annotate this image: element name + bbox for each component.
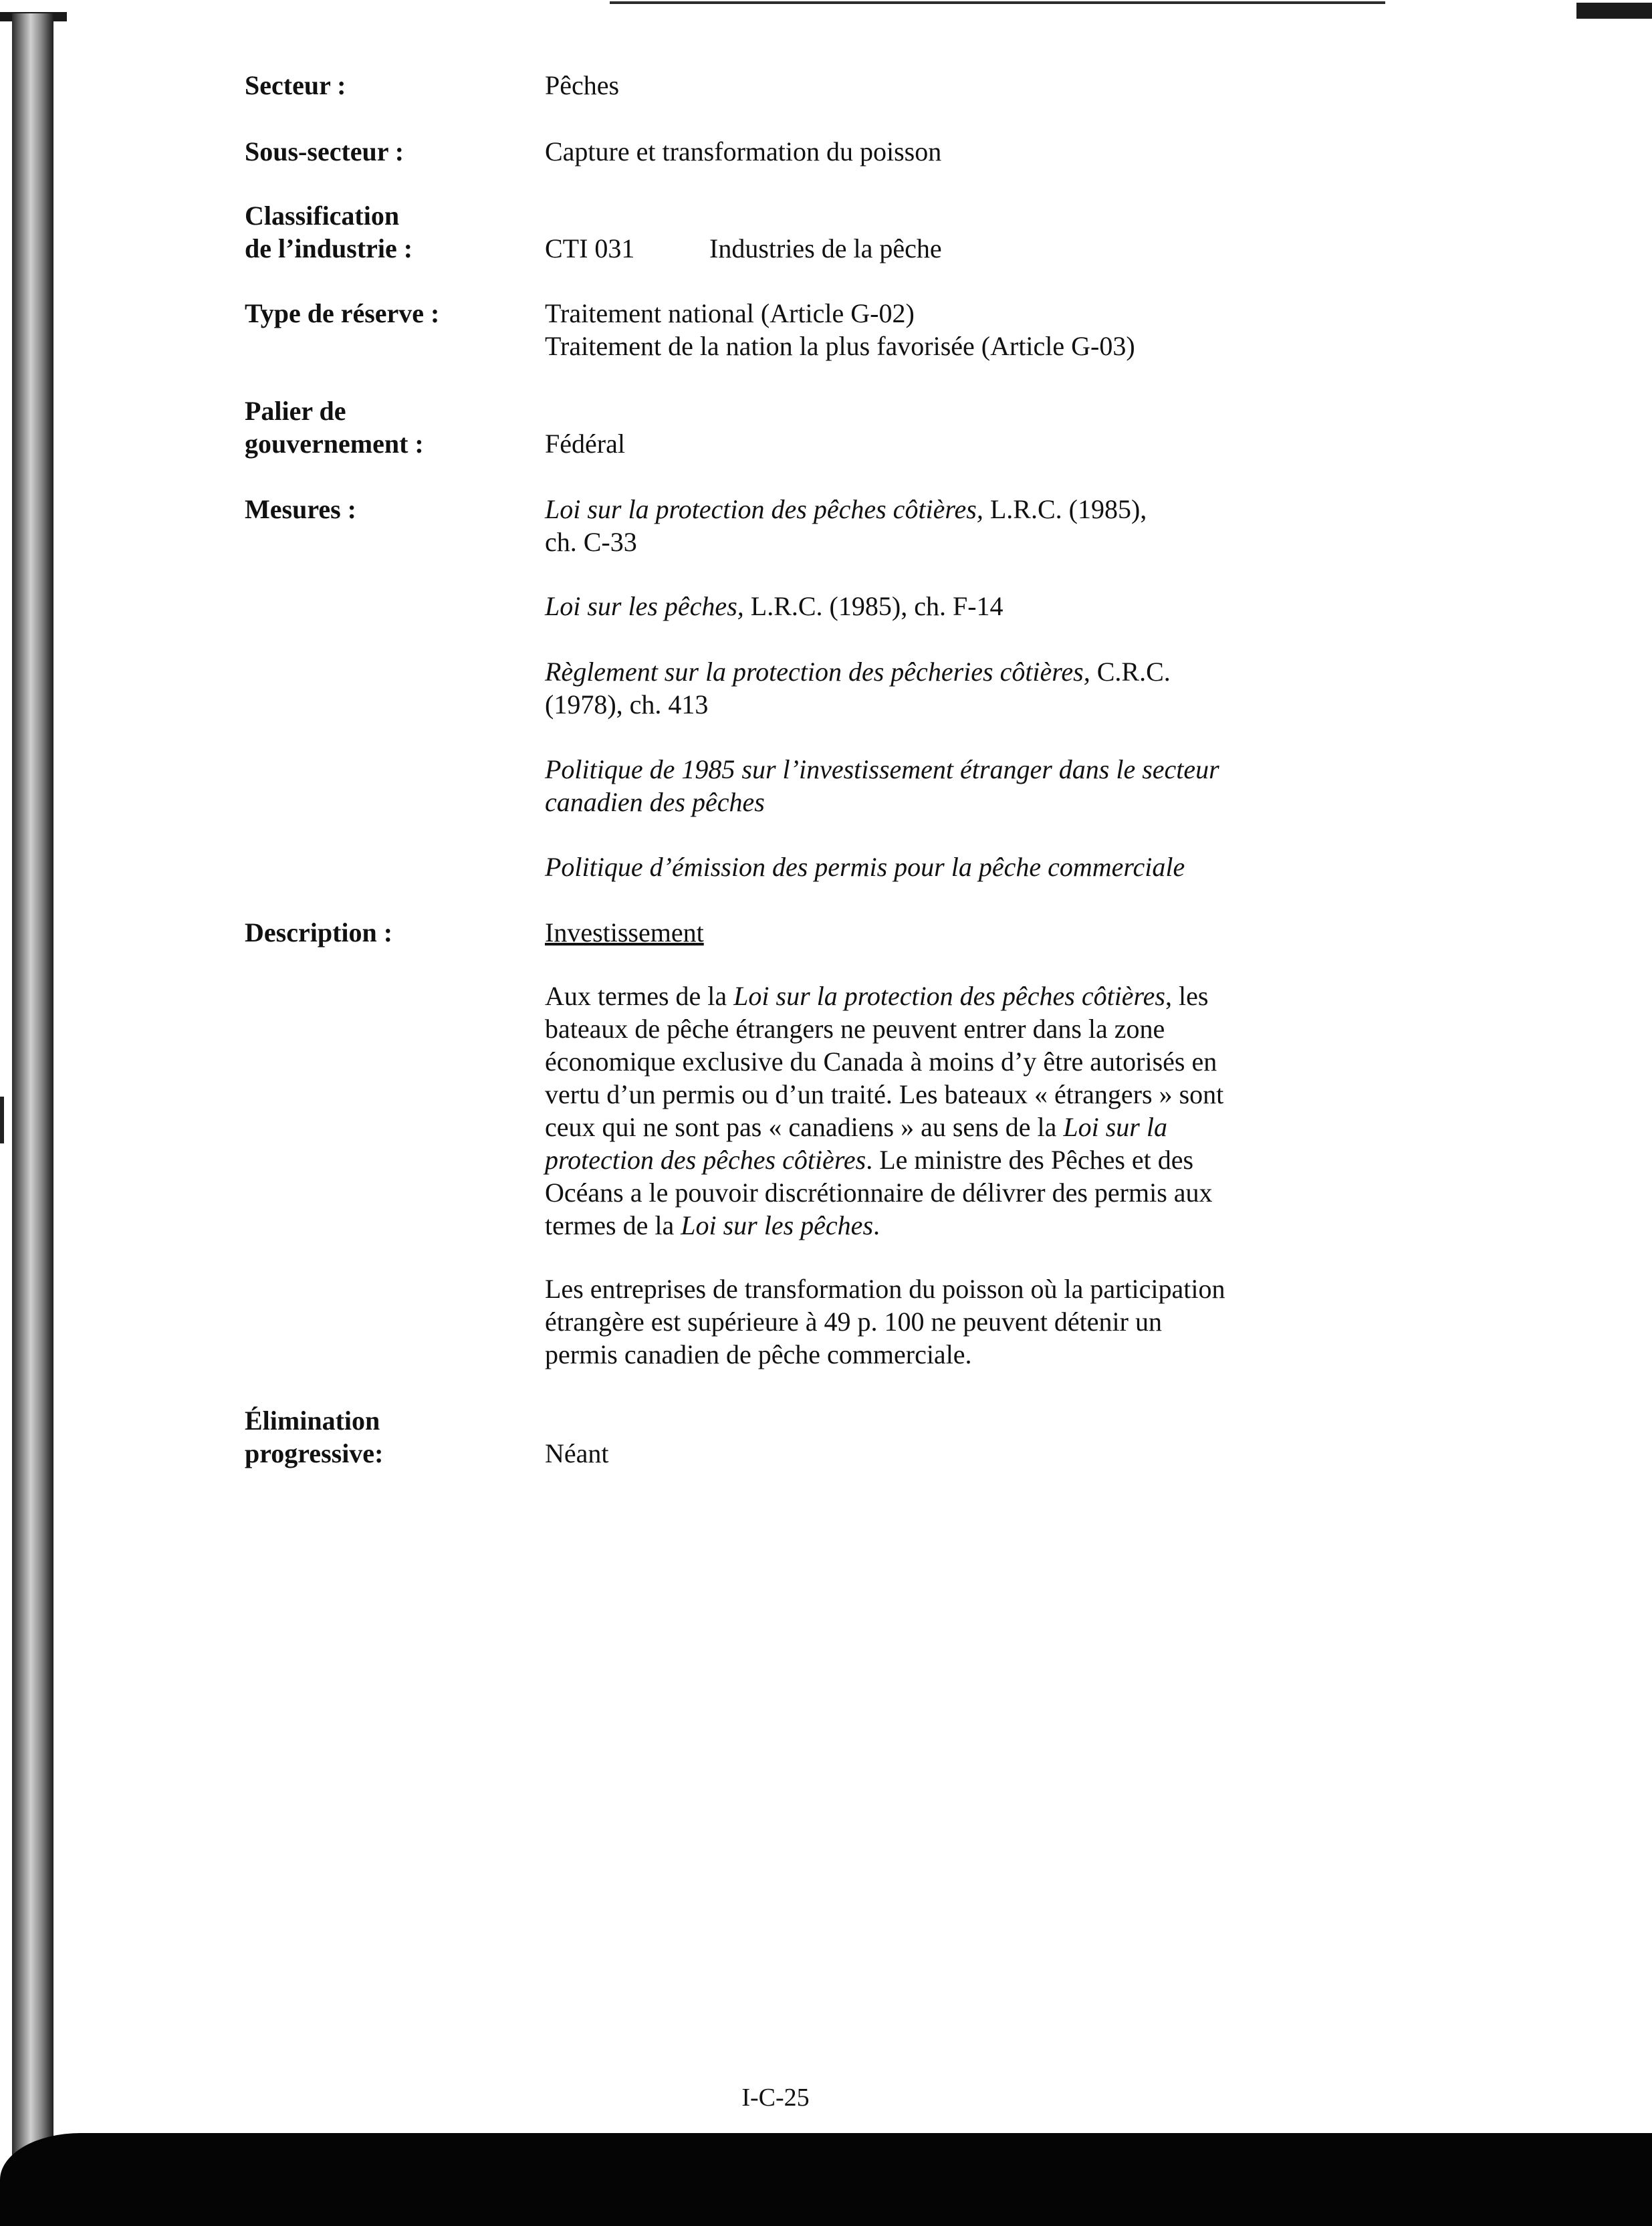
- p1-line: Océans a le pouvoir discrétionnaire de délivrer des permis aux: [545, 1178, 1213, 1208]
- p1-law-title: Loi sur les pêches: [681, 1210, 874, 1240]
- page-number: I-C-25: [741, 2084, 810, 2112]
- p1-law-title: protection des pêches côtières: [545, 1145, 866, 1175]
- type-reserve-line1: Traitement national (Article G-02): [545, 298, 915, 328]
- mesure-2-citation: L.R.C. (1985), ch. F-14: [743, 591, 1004, 621]
- sous-secteur-label: Sous-secteur :: [245, 136, 404, 166]
- palier-label-line1: Palier de: [245, 396, 346, 426]
- p2-line: étrangère est supérieure à 49 p. 100 ne peuvent détenir un: [545, 1307, 1162, 1337]
- sous-secteur-value: Capture et transformation du poisson: [545, 136, 942, 166]
- palier-value: Fédéral: [545, 429, 625, 459]
- p1-text: termes de la: [545, 1210, 681, 1240]
- description-heading: [545, 916, 1314, 949]
- secteur-label: Secteur :: [245, 70, 346, 100]
- p2-line: permis canadien de pêche commerciale.: [545, 1339, 972, 1369]
- classification-value: [545, 232, 1314, 265]
- mesure-3-chapter: (1978), ch. 413: [545, 689, 709, 719]
- mesure-3-title: Règlement sur la protection des pêcheries côtières,: [545, 657, 1090, 687]
- p2-line: Les entreprises de transformation du poisson où la participation: [545, 1274, 1225, 1304]
- mesure-3-citation: C.R.C.: [1090, 657, 1171, 687]
- binding-edge: [12, 13, 53, 2173]
- corner-mark: [1576, 3, 1652, 19]
- p1-law-title: Loi sur la: [1063, 1112, 1167, 1142]
- mesure-4-line1: Politique de 1985 sur l’investissement étranger dans le secteur: [545, 754, 1219, 784]
- type-reserve-label: Type de réserve :: [245, 298, 440, 328]
- mesure-3: [545, 655, 1314, 721]
- mesure-5: Politique d’émission des permis pour la pêche commerciale: [545, 852, 1185, 882]
- p1-line: vertu d’un permis ou d’un traité. Les bateaux « étrangers » sont: [545, 1079, 1224, 1109]
- classification-label-line2: de l’industrie :: [245, 233, 413, 263]
- description-paragraph-1: [545, 980, 1314, 1242]
- mesure-4-line2: canadien des pêches: [545, 787, 765, 817]
- mesure-2: [545, 590, 1314, 623]
- description-paragraph-2: [545, 1272, 1314, 1371]
- secteur-value: Pêches: [545, 70, 620, 100]
- p1-text: . Le ministre des Pêches et des: [866, 1145, 1194, 1175]
- elimination-label: [245, 1404, 525, 1470]
- p1-line: économique exclusive du Canada à moins d’y être autorisés en: [545, 1046, 1217, 1077]
- elimination-label-line1: Élimination: [245, 1406, 380, 1436]
- palier-label: [245, 395, 525, 460]
- mesure-1-chapter: ch. C-33: [545, 527, 637, 557]
- top-rule: [610, 1, 1385, 4]
- elimination-value: Néant: [545, 1438, 609, 1468]
- p1-line: bateaux de pêche étrangers ne peuvent entrer dans la zone: [545, 1014, 1165, 1044]
- left-margin-mark: [0, 1097, 4, 1143]
- p1-text: , les: [1165, 981, 1209, 1011]
- p1-law-title: Loi sur la protection des pêches côtières: [733, 981, 1165, 1011]
- elimination-label-line2: progressive:: [245, 1438, 384, 1468]
- type-reserve-value: [545, 297, 1314, 362]
- description-label: Description :: [245, 917, 393, 948]
- mesures-label: Mesures :: [245, 494, 356, 524]
- mesure-4: [545, 753, 1314, 818]
- description-heading-text: Investissement: [545, 917, 704, 948]
- mesure-1-title: Loi sur la protection des pêches côtières,: [545, 494, 983, 524]
- palier-label-line2: gouvernement :: [245, 429, 424, 459]
- mesure-2-title: Loi sur les pêches,: [545, 591, 744, 621]
- classification-label-line1: Classification: [245, 201, 400, 231]
- mesure-1: [545, 493, 1314, 558]
- binding-shadow: [0, 2133, 1652, 2226]
- p1-text: .: [873, 1210, 880, 1240]
- mesure-1-citation: L.R.C. (1985),: [983, 494, 1147, 524]
- p1-text: ceux qui ne sont pas « canadiens » au sens de la: [545, 1112, 1064, 1142]
- type-reserve-line2: Traitement de la nation la plus favorisée (Article G-03): [545, 331, 1135, 361]
- classification-code: CTI 031: [545, 233, 635, 263]
- p1-text: Aux termes de la: [545, 981, 734, 1011]
- classification-label: [245, 199, 525, 265]
- classification-industry: Industries de la pêche: [709, 233, 942, 263]
